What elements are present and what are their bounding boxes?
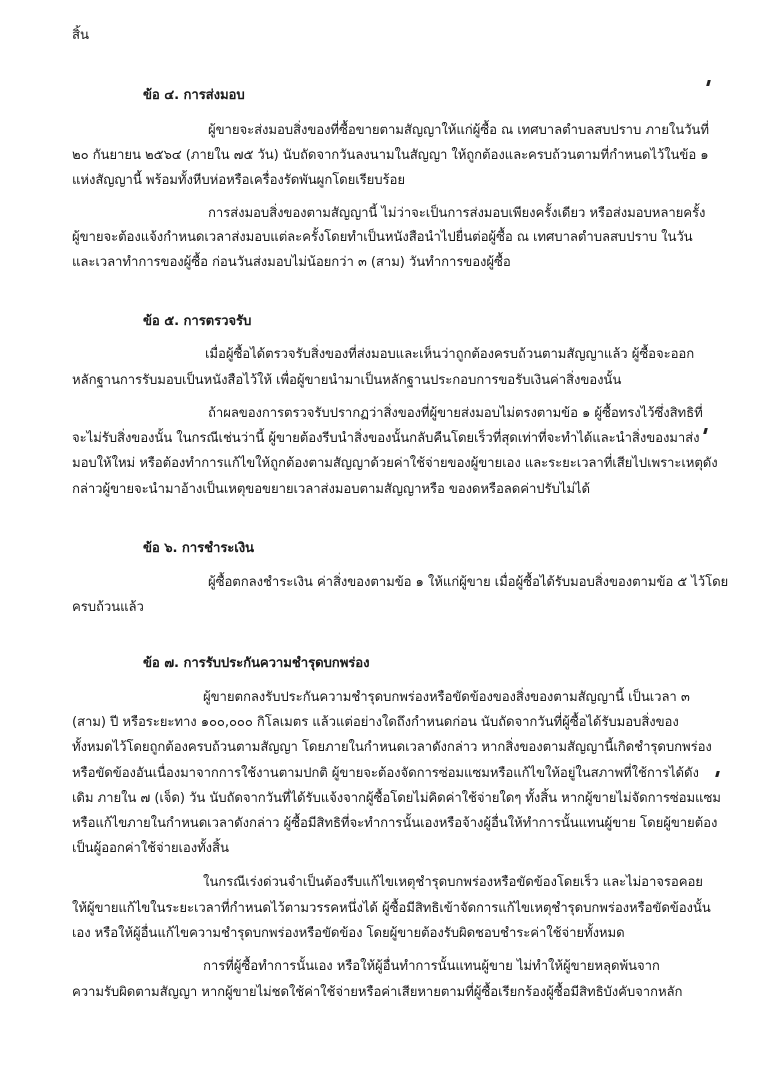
section7-p1-line1: ผู้ขายตกลงรับประกันความชำรุดบกพร่องหรือขัดข้องของสิ่งของตามสัญญานี้ เป็นเวลา ๓ (203, 690, 690, 705)
section4-p1-line3: แห่งสัญญานี้ พร้อมทั้งหีบห่อหรือเครื่องรัดพันผูกโดยเรียบร้อย (72, 173, 405, 188)
stray-mark (715, 771, 720, 777)
section7-p1-line6: หรือแก้ไขภายในกำหนดเวลาดังกล่าว ผู้ซื้อมีสิทธิที่จะทำการนั้นเองหรือจ้างผู้อื่นให้ทำการนั้นแทนผู้ขาย โดยผู้ขายต้อง (72, 816, 718, 831)
section5-heading: ข้อ ๕. การตรวจรับ (143, 314, 252, 329)
section5-p2-line2: จะไม่รับสิ่งของนั้น ในกรณีเช่นว่านี้ ผู้ขายต้องรีบนำสิ่งของนั้นกลับคืนโดยเร็วที่สุดเท่าที่จะทำได้และนำสิ่งของมาส่ง (72, 431, 700, 446)
section5-p2-line4: กล่าวผู้ขายจะนำมาอ้างเป็นเหตุขอขยายเวลาส่งมอบตามสัญญาหรือ ของดหรือลดค่าปรับไม่ได้ (72, 482, 590, 497)
section7-heading: ข้อ ๗. การรับประกันความชำรุดบกพร่อง (143, 656, 370, 671)
section7-p1-line2: (สาม) ปี หรือระยะทาง ๑๐๐,๐๐๐ กิโลเมตร แล้วแต่อย่างใดถึงกำหนดก่อน นับถัดจากวันที่ผู้ซื้อได้รับมอบสิ่งของ (72, 715, 679, 730)
section7-p2-line1: ในกรณีเร่งด่วนจำเป็นต้องรีบแก้ไขเหตุชำรุดบกพร่องหรือขัดข้องโดยเร็ว และไม่อาจรอคอย (203, 875, 703, 890)
top-fragment: สิ้น (72, 28, 89, 43)
section4-p1-line2: ๒๐ กันยายน ๒๕๖๔ (ภายใน ๗๕ วัน) นับถัดจากวันลงนามในสัญญา ให้ถูกต้องและครบถ้วนตามที่กำหนดไว้ในข้อ ๑ (72, 148, 709, 163)
section5-p1-line1: เมื่อผู้ซื้อได้ตรวจรับสิ่งของที่ส่งมอบและเห็นว่าถูกต้องครบถ้วนตามสัญญาแล้ว ผู้ซื้อจะออก (205, 347, 695, 362)
section6-p1-line1: ผู้ซื้อตกลงชำระเงิน ค่าสิ่งของตามข้อ ๑ ให้แก่ผู้ขาย เมื่อผู้ซื้อได้รับมอบสิ่งของตามข้อ ๕ ไว้โดย (208, 575, 729, 590)
section5-p2-line3: มอบให้ใหม่ หรือต้องทำการแก้ไขให้ถูกต้องตามสัญญาด้วยค่าใช้จ่ายของผู้ขายเอง และระยะเวลาที่เสียไปเพราะเหตุดัง (72, 456, 718, 471)
stray-mark (706, 80, 711, 86)
section4-p1-line1: ผู้ขายจะส่งมอบสิ่งของที่ซื้อขายตามสัญญาให้แก่ผู้ซื้อ ณ เทศบาลตำบลสบปราบ ภายในวันที่ (208, 123, 709, 138)
section7-p3-line1: การที่ผู้ซื้อทำการนั้นเอง หรือให้ผู้อื่นทำการนั้นแทนผู้ขาย ไม่ทำให้ผู้ขายหลุดพ้นจาก (203, 959, 660, 974)
section7-p1-line5: เดิม ภายใน ๗ (เจ็ด) วัน นับถัดจากวันที่ได้รับแจ้งจากผู้ซื้อโดยไม่คิดค่าใช้จ่ายใดๆ ทั้งสิ้น หากผู้ขายไม่จัดการซ่อมแซม (72, 791, 721, 806)
section5-p2-line1: ถ้าผลของการตรวจรับปรากฏว่าสิ่งของที่ผู้ขายส่งมอบไม่ตรงตามข้อ ๑ ผู้ซื้อทรงไว้ซึ่งสิทธิที่ (208, 406, 703, 421)
section7-p1-line7: เป็นผู้ออกค่าใช้จ่ายเองทั้งสิ้น (72, 841, 229, 856)
section4-p2-line3: และเวลาทำการของผู้ซื้อ ก่อนวันส่งมอบไม่น้อยกว่า ๓ (สาม) วันทำการของผู้ซื้อ (72, 255, 511, 270)
section6-heading: ข้อ ๖. การชำระเงิน (143, 541, 254, 556)
section6-p1-line2: ครบถ้วนแล้ว (72, 600, 144, 615)
section4-heading: ข้อ ๔. การส่งมอบ (143, 88, 245, 103)
section7-p2-line3: เอง หรือให้ผู้อื่นแก้ไขความชำรุดบกพร่องหรือขัดข้อง โดยผู้ขายต้องรับผิดชอบชำระค่าใช้จ่ายทั้งหมด (72, 926, 625, 941)
section7-p1-line3: ทั้งหมดไว้โดยถูกต้องครบถ้วนตามสัญญา โดยภายในกำหนดเวลาดังกล่าว หากสิ่งของตามสัญญานี้เกิดชำรุดบกพร่อง (72, 740, 712, 755)
stray-mark (703, 428, 708, 434)
section7-p2-line2: ให้ผู้ขายแก้ไขในระยะเวลาที่กำหนดไว้ตามวรรคหนึ่งได้ ผู้ซื้อมีสิทธิเข้าจัดการแก้ไขเหตุชำรุดบกพร่องหรือขัดข้องนั้น (72, 901, 711, 916)
section7-p3-line2: ความรับผิดตามสัญญา หากผู้ขายไม่ชดใช้ค่าใช้จ่ายหรือค่าเสียหายตามที่ผู้ซื้อเรียกร้องผู้ซื้อมีสิทธิบังคับจากหลัก (72, 985, 683, 1000)
section4-p2-line2: ผู้ขายจะต้องแจ้งกำหนดเวลาส่งมอบแต่ละครั้งโดยทำเป็นหนังสือนำไปยื่นต่อผู้ซื้อ ณ เทศบาลตำบลสบปราบ ในวัน (72, 230, 693, 245)
section7-p1-line4: หรือขัดข้องอันเนื่องมาจากการใช้งานตามปกติ ผู้ขายจะต้องจัดการซ่อมแซมหรือแก้ไขให้อยู่ในสภาพที่ใช้การได้ดัง (72, 766, 699, 781)
section4-p2-line1: การส่งมอบสิ่งของตามสัญญานี้ ไม่ว่าจะเป็นการส่งมอบเพียงครั้งเดียว หรือส่งมอบหลายครั้ง (208, 206, 706, 221)
section5-p1-line2: หลักฐานการรับมอบเป็นหนังสือไว้ให้ เพื่อผู้ขายนำมาเป็นหลักฐานประกอบการขอรับเงินค่าสิ่งของนั้น (72, 373, 622, 388)
